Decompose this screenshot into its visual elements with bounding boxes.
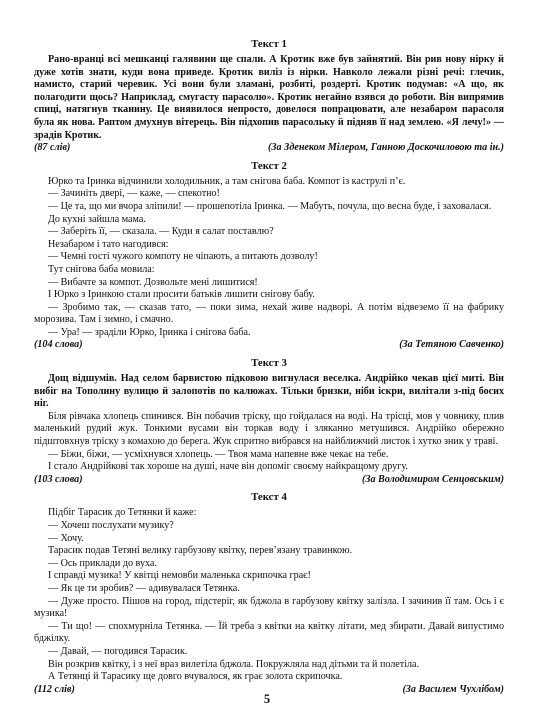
text-2-paragraph: Тут снігова баба мовила: <box>48 263 155 275</box>
text-4-paragraph: Підбіг Тарасик до Тетянки й каже: <box>48 507 197 519</box>
text-2-paragraph: — Зробимо так, — сказав тато, — поки зима, нехай живе надворі. А потім відвеземо її на фабрику морозива. Там і зимно, і смачно. <box>34 301 504 326</box>
text-1-paragraph: Рано-вранці всі мешканці галявини ще спали. А Кротик вже був зайнятий. Він рив нову нірку й дуже хотів знати, куди вона приведе. Кротик виліз із нірки. Навколо лежали різні речі: глечик, намисто, старий черевик. Усі вони були зламані, розбиті, роздерті. Кротик подумав: «А що, як полагодити щось? Наприклад, смугасту парасолю». Кротик негайно взявся до роботи. Він випрямив спиці, натягнув тканину. Це виявилося непросто, довелося попрацювати, але незабаром парасоля була як нова. Раптом дмухнув вітерець. Він підхопив парасольку й підняв її над землею. «Я лечу!» — зрадів Кротик. <box>34 54 504 141</box>
text-2 <box>34 160 504 352</box>
text-4-paragraph: — Ти що! — спохмурніла Тетянка. — Їй треба з квітки на квітку літати, мед збирати. Давай випустимо бджілку. <box>34 620 504 645</box>
text-2-paragraph: — Чемні гості чужого компоту не чіпають, а питають дозволу! <box>48 251 318 263</box>
text-3-paragraph: І стало Андрійкові так хороше на душі, наче він допоміг своєму найкращому другу. <box>48 461 408 473</box>
text-3-paragraph: Біля рівчака хлопець спинився. Він побачив тріску, що гойдалася на воді. На трісці, мов у човнику, плив маленький рудий жук. Тонкими вусами він торкав воду і зляканно метушився. Андрійко обережно підштовхнув тріску з комахою до берега. Жук спритно вибрався на найближчий листок і хутко зник у траві. <box>34 410 504 448</box>
text-1 <box>34 38 504 155</box>
text-2-paragraph: — Зачиніть двері, — каже, — спекотно! <box>48 188 220 200</box>
text-4-paragraph: — Давай, — погодився Тарасик. <box>48 645 188 657</box>
text-4-paragraph: — Хочеш послухати музику? <box>48 520 174 531</box>
page-content <box>34 38 504 701</box>
text-2-attribution <box>34 339 504 352</box>
text-3 <box>34 357 504 486</box>
text-2-heading: Текст 2 <box>251 159 287 172</box>
source-author: (За Тетяною Савченко) <box>399 339 504 351</box>
text-4-paragraph: — Дуже просто. Пішов на город, підстеріг, як бджола в гарбузову квітку залізла. І зачинив її там. Ось і є музика! <box>34 595 504 620</box>
text-3-paragraph: — Біжи, біжи, — усміхнувся хлопець. — Твоя мама напевне вже чекає на тебе. <box>48 448 389 460</box>
text-2-paragraph: Незабаром і тато нагодився: <box>48 238 169 250</box>
word-count: (104 слова) <box>34 339 83 351</box>
source-author: (За Василем Чухлібом) <box>402 683 504 695</box>
source-author: (За Володимиром Сенцовським) <box>361 473 504 485</box>
text-2-paragraph: — Заберіть її, — сказала. — Куди я салат поставлю? <box>48 226 274 238</box>
text-2-paragraph: Юрко та Іринка відчинили холодильник, а там снігова баба. Компот із каструлі п’є. <box>48 175 406 187</box>
text-4-paragraph: Він розкрив квітку, і з неї враз вилетіла бджола. Покружляла над дітьми та й полетіла. <box>48 658 420 670</box>
text-3-attribution <box>34 474 504 487</box>
text-1-attribution <box>34 142 504 155</box>
text-2-paragraph: — Вибачте за компот. Дозвольте мені лишитися! <box>48 276 258 288</box>
word-count: (87 слів) <box>34 142 71 154</box>
text-4-paragraph: Тарасик подав Тетяні велику гарбузову квітку, перев’язану травинкою. <box>48 545 353 557</box>
text-4-paragraph: — Як це ти зробив? — адивувалася Тетянка. <box>48 582 240 594</box>
text-2-paragraph: — Це та, що ми вчора зліпили! — прошепотіла Іринка. — Мабуть, почула, що весна буде, і заховалася. <box>48 200 492 212</box>
text-3-heading: Текст 3 <box>251 357 287 370</box>
text-4-paragraph: А Тетянці й Тарасику ще довго вчувалося, як грає золота скрипочка. <box>48 671 343 683</box>
text-3-paragraph: Дощ відшумів. Над селом барвистою підковою вигнулася веселка. Андрійко чекав цієї миті. Він вибіг на Тополину вулицю й залопотів по калюжах. Тільки бризки, ніби іскри, вилітали з-під босих ніг. <box>34 373 504 410</box>
text-1-heading: Текст 1 <box>251 38 287 50</box>
text-4-paragraph: — Хочу. <box>48 532 84 544</box>
word-count: (112 слів) <box>34 683 75 695</box>
text-4 <box>34 491 504 696</box>
page-number: 5 <box>263 692 271 706</box>
word-count: (103 слова) <box>34 473 83 485</box>
text-4-heading: Текст 4 <box>251 491 287 504</box>
text-2-paragraph: І Юрко з Іринкою стали просити батьків лишити снігову бабу. <box>48 289 315 301</box>
text-2-paragraph: До кухні зайшла мама. <box>48 213 146 225</box>
text-4-paragraph: — Ось приклади до вуха. <box>48 557 157 569</box>
source-author: (За Зденеком Мілером, Ганною Доскочиловою та ін.) <box>268 142 504 154</box>
text-2-paragraph: — Ура! — зраділи Юрко, Іринка і снігова баба. <box>48 326 251 338</box>
text-4-paragraph: І справді музика! У квітці немовби маленька скрипочка грає! <box>48 570 311 582</box>
